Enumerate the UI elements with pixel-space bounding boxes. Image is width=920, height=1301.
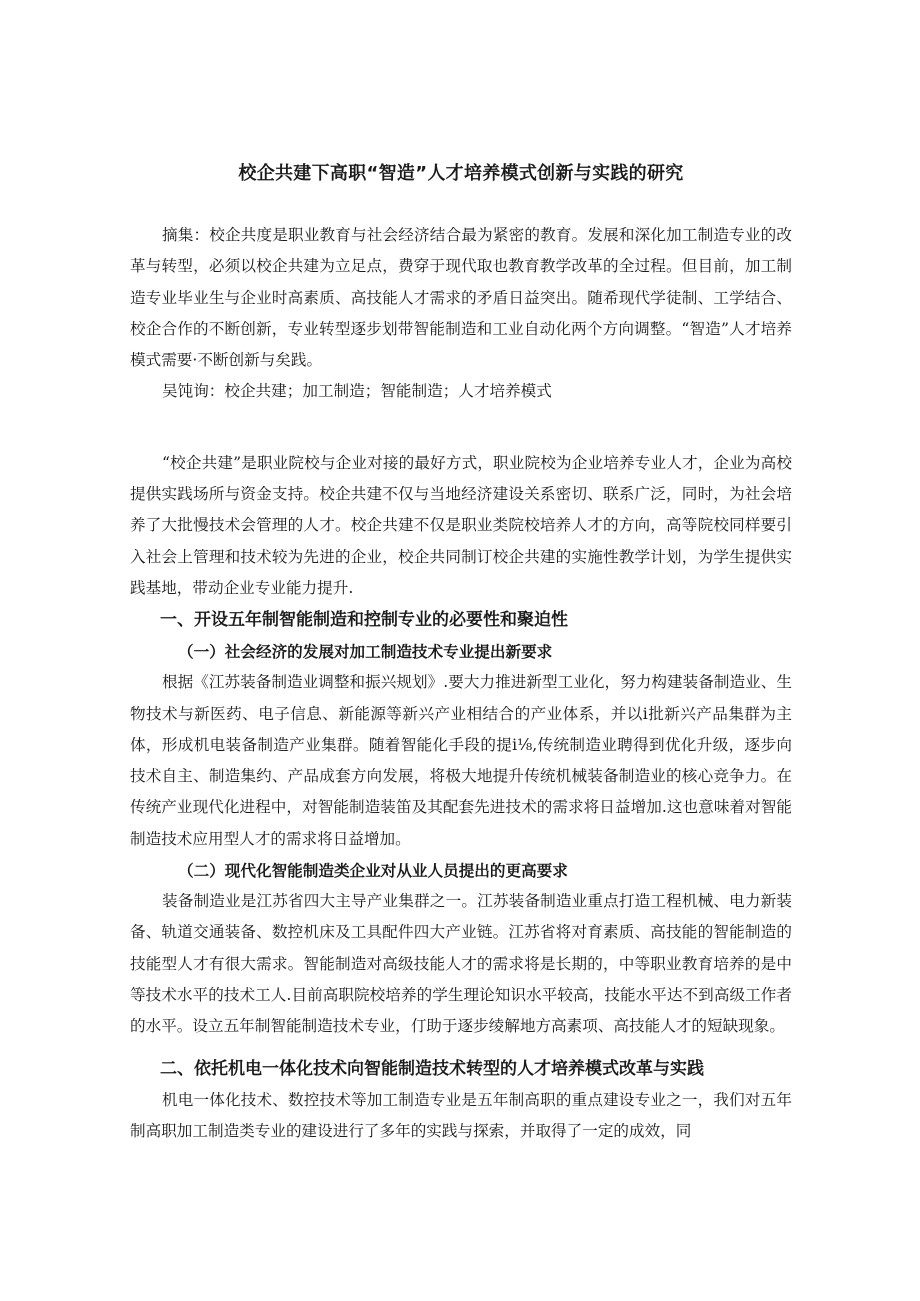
section-1-1-heading: （一）社会经济的发展对加工制造技术专业提出新要求	[178, 642, 553, 662]
section-1-heading: 一、开设五年制智能制造和控制专业的必要性和聚迫性	[160, 610, 568, 631]
section-2-paragraph: 机电一体化技术、数控技术等加工制造专业是五年制高职的重点建设专业之一，我们对五年制高职加工制造类专业的建设进行了多年的实践与探索，并取得了一定的成效，同	[130, 1090, 792, 1140]
section-1-2-heading: （二）现代化智能制造类企业对从业人员提出的更高要求	[178, 861, 568, 881]
section-2-heading: 二、依托机电一体化技术向智能制造技术转型的人才培养模式改革与实践	[160, 1058, 704, 1079]
document-title: 校企共建下高职“智造”人才培养模式创新与实践的研究	[238, 163, 684, 184]
keywords-line: 吴饨询：校企共建；加工制造；智能制造；人才培养模式	[162, 382, 552, 401]
section-1-2-paragraph: 装备制造业是江苏省四大主导产业集群之一。江苏装备制造业重点打造工程机械、电力新装备、轨道交通装备、数控机床及工具配件四大产业链。江苏省将对育素质、高技能的智能制造的技能型人才有很大需求。智能制造对高级技能人才的需求将是长期的，中等职业教育培养的是中等技术水平的技术工人.目前高职院校培养的学生理论知识水平较高，技能水平达不到高级工作者的水平。设立五年制智能制造技术专业，仃助于逐步绫解地方高素项、高技能人才的短缺现象。	[130, 892, 792, 1036]
abstract-paragraph: 摘集：校企共度是职业教育与社会经济结合最为紧密的教育。发展和深化加工制造专业的改革与转型，必须以校企共建为立足点，费穿于现代取也教育教学改革的全过程。但目前，加工制造专业毕业生与企业时高素质、高技能人才需求的矛盾日益突出。随希现代学徒制、工学结合、校企合作的不断创新，专业转型逐步划带智能制造和工业自动化两个方向调整。“智造”人才培养模式需要·不断创新与矣践。	[130, 226, 792, 370]
document-page	[130, 160, 792, 1147]
intro-paragraph: “校企共建”是职业院校与企业对接的最好方式，职业院校为企业培养专业人才，企业为高校提供实践场所与资金支持。校企共建不仅与当地经济建设关系密切、联系广泛，同时，为社会培养了大批慢技术会管理的人才。校企共建不仅是职业类院校培养人才的方向，高等院校同样要引入社会上管理和技术较为先进的企业，校企共同制订校企共建的实施性教学计划，为学生提供实践基地，带动企业专业能力提升.	[130, 453, 792, 597]
section-1-1-paragraph: 根据《江苏装备制造业调整和振兴规划》.要大力推进新型工业化，努力构建装备制造业、生物技术与新医药、电子信息、新能源等新兴产业相结合的产业体系，并以i批新兴产品集群为主体，形成机电装备制造产业集群。随着智能化手段的提i⅛,传统制造业聘得到优化升级，逐步向技术自主、制造集约、产品成套方向发展，将极大地提升传统机械装备制造业的核心竞争力。在传统产业现代化进程中，对智能制造装笛及其配套先进技术的需求将日益增加.这也意味着对智能制造技术应用型人才的需求将日益增加。	[130, 673, 792, 848]
section-gap	[130, 408, 792, 448]
